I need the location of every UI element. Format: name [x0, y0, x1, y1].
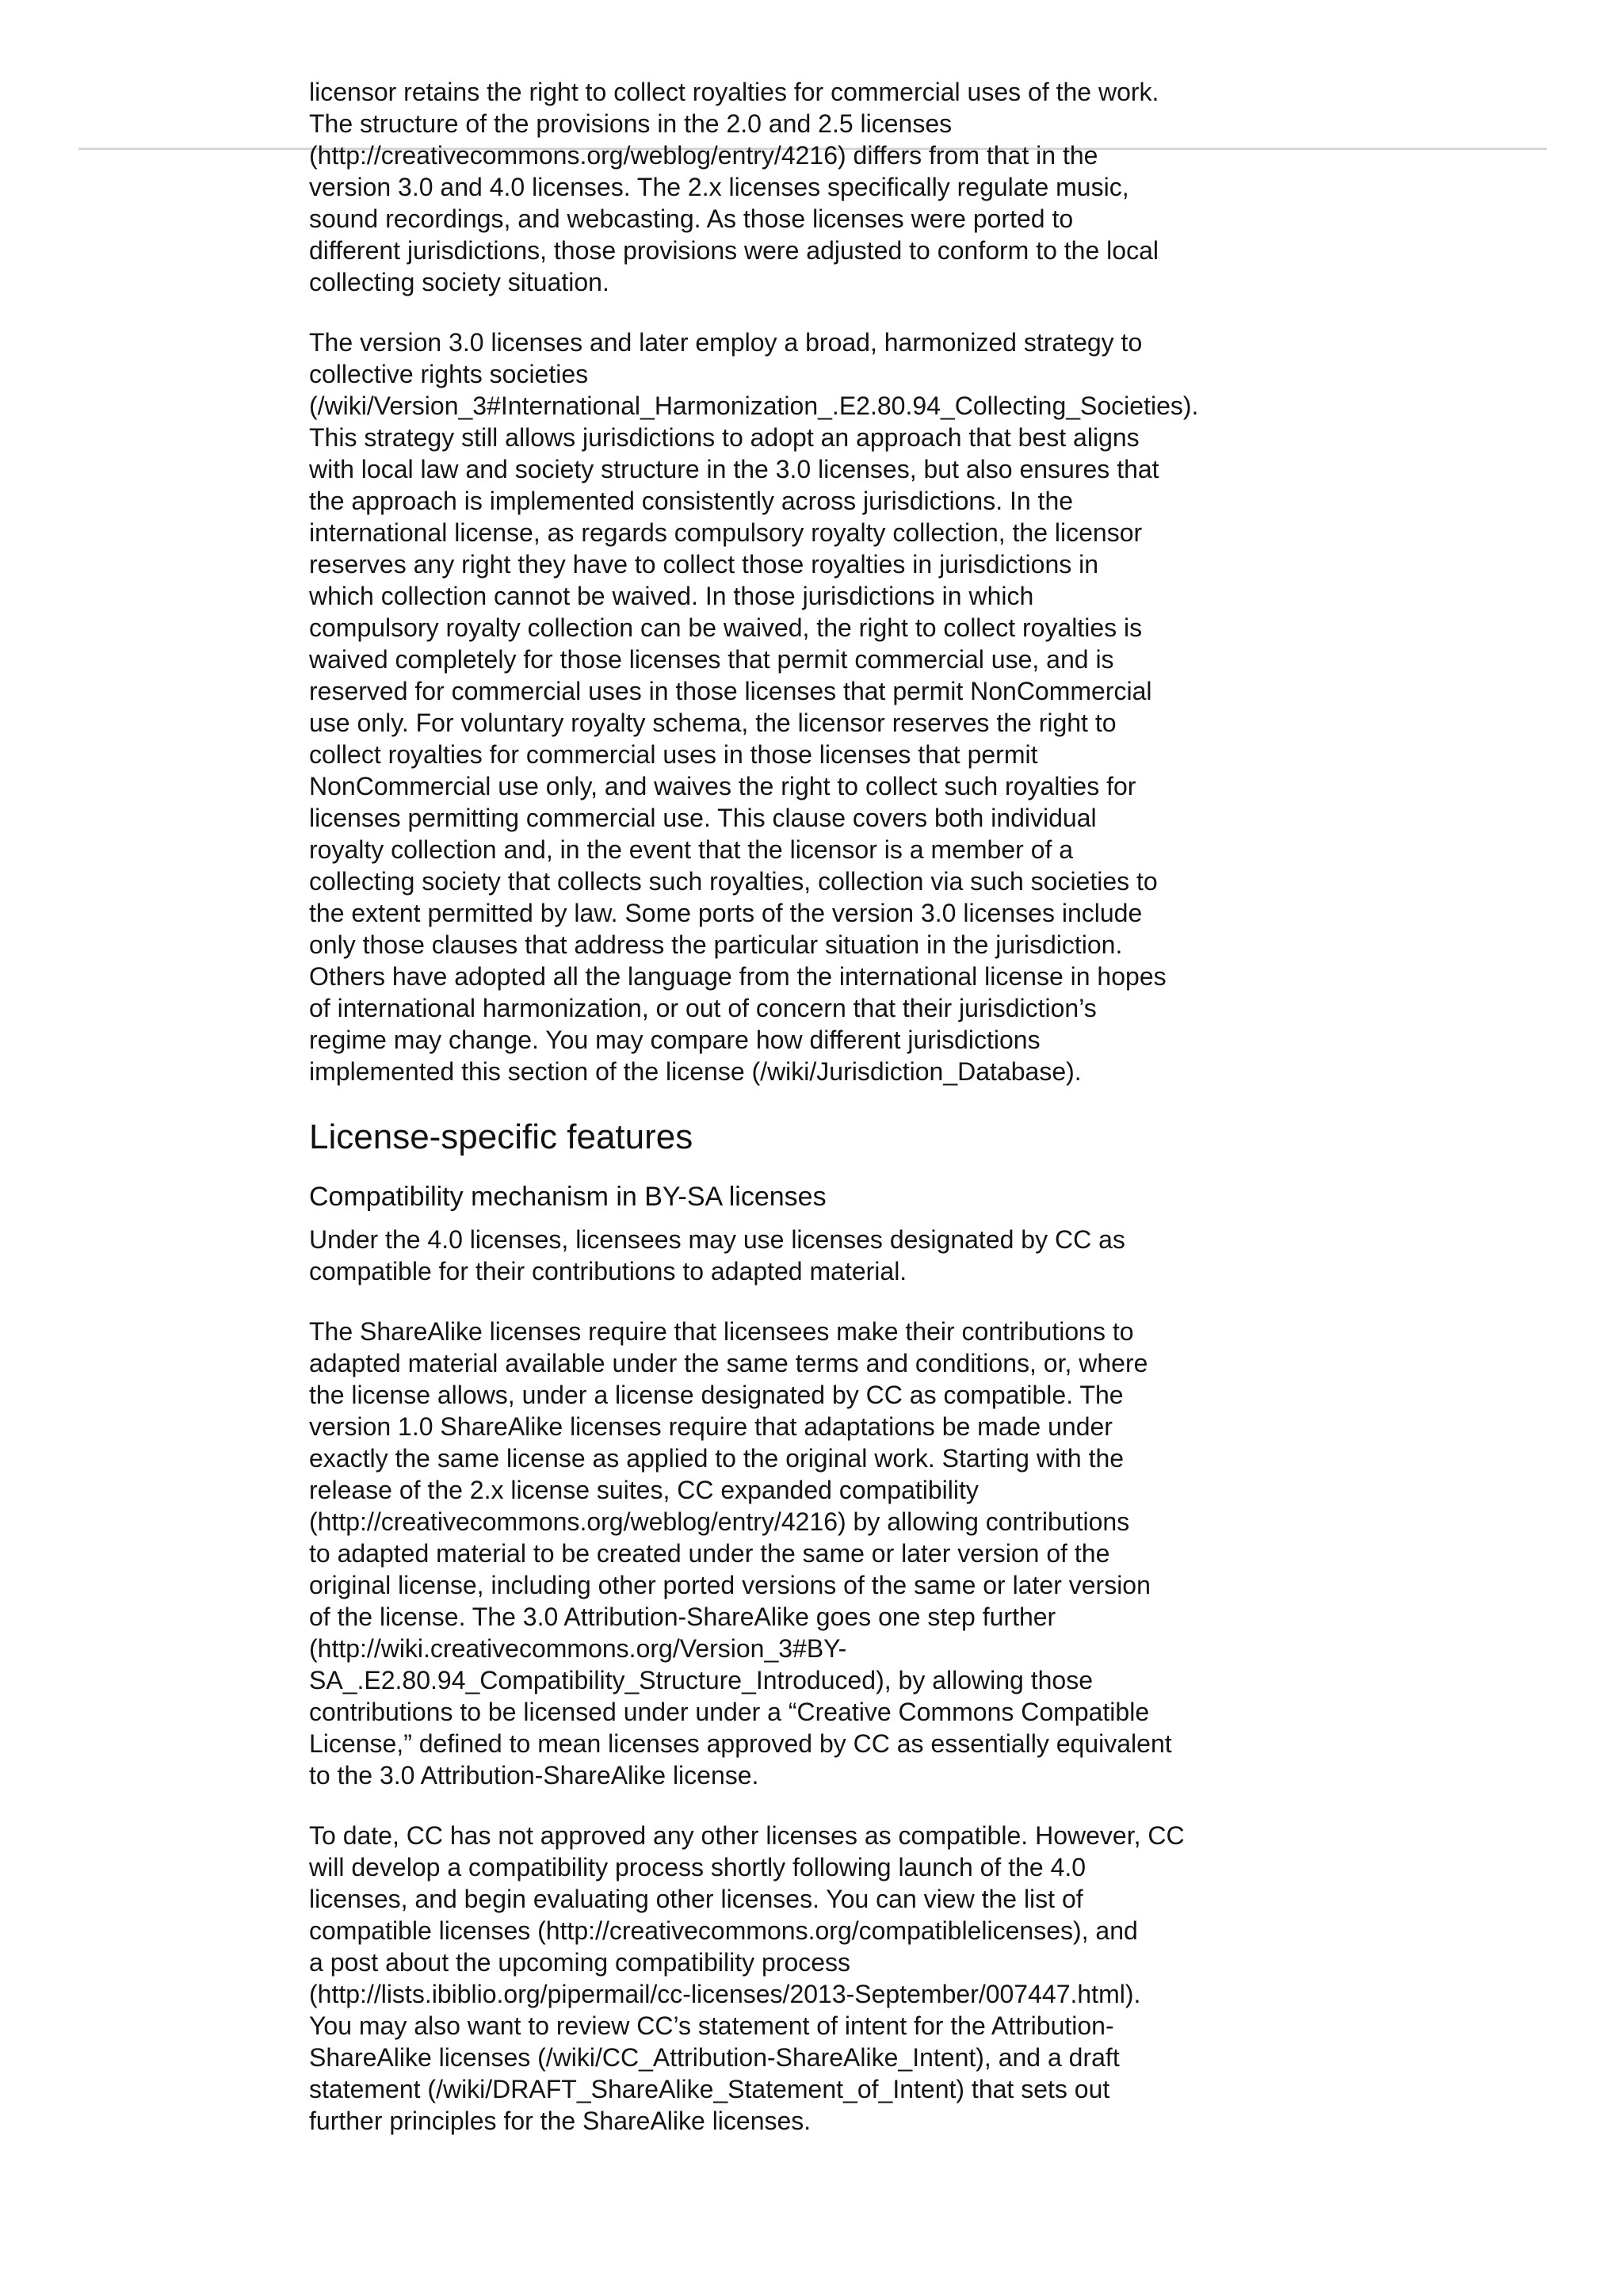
text-line: only those clauses that address the particular situation in the jurisdiction.	[309, 930, 1123, 959]
text-line: This strategy still allows jurisdictions to adopt an approach that best aligns	[309, 423, 1140, 452]
text-line: ShareAlike licenses (/wiki/CC_Attribution-ShareAlike_Intent), and a draft	[309, 2043, 1120, 2072]
text-line: Compatibility mechanism in BY-SA licenses	[309, 1182, 827, 1212]
text-line: licenses, and begin evaluating other licenses. You can view the list of	[309, 1885, 1083, 1913]
text-line: compatible for their contributions to adapted material.	[309, 1257, 907, 1286]
heading-license-specific-features	[309, 1116, 1347, 1159]
text-line: Under the 4.0 licenses, licensees may use licenses designated by CC as	[309, 1225, 1125, 1254]
text-line: The ShareAlike licenses require that licensees make their contributions to	[309, 1317, 1134, 1346]
text-line: contributions to be licensed under under a “Creative Commons Compatible	[309, 1698, 1150, 1726]
text-line: collecting society situation.	[309, 268, 609, 296]
text-line: collect royalties for commercial uses in those licenses that permit	[309, 740, 1038, 769]
text-line: to the 3.0 Attribution-ShareAlike license.	[309, 1761, 759, 1790]
text-line: royalty collection and, in the event that the licensor is a member of a	[309, 835, 1074, 864]
text-line: To date, CC has not approved any other licenses as compatible. However, CC	[309, 1821, 1185, 1850]
text-line: The structure of the provisions in the 2.0 and 2.5 licenses	[309, 109, 953, 138]
text-line: collective rights societies	[309, 360, 589, 388]
paragraph-version3-strategy	[309, 327, 1347, 1087]
text-line: the extent permitted by law. Some ports of the version 3.0 licenses include	[309, 899, 1143, 927]
text-line: licenses permitting commercial use. This clause covers both individual	[309, 804, 1097, 832]
text-line: reserves any right they have to collect those royalties in jurisdictions in	[309, 550, 1099, 579]
text-line: the license allows, under a license designated by CC as compatible. The	[309, 1381, 1124, 1409]
text-line: international license, as regards compulsory royalty collection, the licensor	[309, 518, 1143, 547]
text-line: (http://lists.ibiblio.org/pipermail/cc-licenses/2013-September/007447.html).	[309, 1980, 1141, 2008]
text-line: collecting society that collects such royalties, collection via such societies to	[309, 867, 1158, 896]
text-line: License,” defined to mean licenses approved by CC as essentially equivalent	[309, 1729, 1172, 1758]
document-content	[309, 76, 1347, 2165]
text-line: which collection cannot be waived. In those jurisdictions in which	[309, 582, 1034, 610]
text-line: statement (/wiki/DRAFT_ShareAlike_Statement_of_Intent) that sets out	[309, 2075, 1110, 2103]
text-line: version 1.0 ShareAlike licenses require that adaptations be made under	[309, 1412, 1113, 1441]
text-line: different jurisdictions, those provisions were adjusted to conform to the local	[309, 236, 1159, 265]
text-line: implemented this section of the license (/wiki/Jurisdiction_Database).	[309, 1057, 1082, 1086]
text-line: You may also want to review CC’s statement of intent for the Attribution-	[309, 2011, 1114, 2040]
text-line: License-specific features	[309, 1117, 693, 1156]
text-line: waived completely for those licenses that permit commercial use, and is	[309, 645, 1114, 674]
paragraph-royalty-provisions	[309, 76, 1347, 298]
text-line: a post about the upcoming compatibility process	[309, 1948, 851, 1977]
text-line: SA_.E2.80.94_Compatibility_Structure_Introduced), by allowing those	[309, 1666, 1094, 1694]
text-line: exactly the same license as applied to the original work. Starting with the	[309, 1444, 1125, 1473]
text-line: sound recordings, and webcasting. As those licenses were ported to	[309, 204, 1074, 233]
text-line: Others have adopted all the language from the international license in hopes	[309, 962, 1167, 991]
subheading-compatibility-mechanism-by-sa	[309, 1179, 1347, 1214]
text-line: further principles for the ShareAlike licenses.	[309, 2107, 812, 2135]
paragraph-compatibility-process	[309, 1820, 1347, 2137]
paragraph-sharealike-requirements	[309, 1316, 1347, 1791]
paragraph-under-4-0-licenses	[309, 1224, 1347, 1287]
text-line: NonCommercial use only, and waives the right to collect such royalties for	[309, 772, 1136, 800]
text-line: the approach is implemented consistently across jurisdictions. In the	[309, 487, 1074, 515]
text-line: regime may change. You may compare how different jurisdictions	[309, 1026, 1041, 1054]
text-line: compatible licenses (http://creativecommons.org/compatiblelicenses), and	[309, 1916, 1138, 1945]
text-line: version 3.0 and 4.0 licenses. The 2.x licenses specifically regulate music,	[309, 173, 1129, 201]
text-line: adapted material available under the same terms and conditions, or, where	[309, 1349, 1148, 1377]
text-line: with local law and society structure in the 3.0 licenses, but also ensures that	[309, 455, 1159, 483]
text-line: of international harmonization, or out of concern that their jurisdiction’s	[309, 994, 1097, 1022]
text-line: use only. For voluntary royalty schema, the licensor reserves the right to	[309, 709, 1117, 737]
text-line: to adapted material to be created under the same or later version of the	[309, 1539, 1110, 1568]
text-line: The version 3.0 licenses and later employ a broad, harmonized strategy to	[309, 328, 1143, 357]
text-line: (http://creativecommons.org/weblog/entry/4216) by allowing contributions	[309, 1507, 1130, 1536]
text-line: will develop a compatibility process shortly following launch of the 4.0	[309, 1853, 1086, 1881]
text-line: of the license. The 3.0 Attribution-ShareAlike goes one step further	[309, 1603, 1056, 1631]
text-line: (/wiki/Version_3#International_Harmonization_.E2.80.94_Collecting_Societies).	[309, 392, 1199, 420]
text-line: (http://creativecommons.org/weblog/entry/4216) differs from that in the	[309, 141, 1098, 170]
text-line: compulsory royalty collection can be waived, the right to collect royalties is	[309, 613, 1143, 642]
text-line: (http://wiki.creativecommons.org/Version_3#BY-	[309, 1634, 847, 1663]
text-line: reserved for commercial uses in those licenses that permit NonCommercial	[309, 677, 1152, 705]
text-line: release of the 2.x license suites, CC expanded compatibility	[309, 1476, 979, 1504]
text-line: licensor retains the right to collect royalties for commercial uses of the work.	[309, 78, 1159, 106]
text-line: original license, including other ported versions of the same or later version	[309, 1571, 1151, 1599]
